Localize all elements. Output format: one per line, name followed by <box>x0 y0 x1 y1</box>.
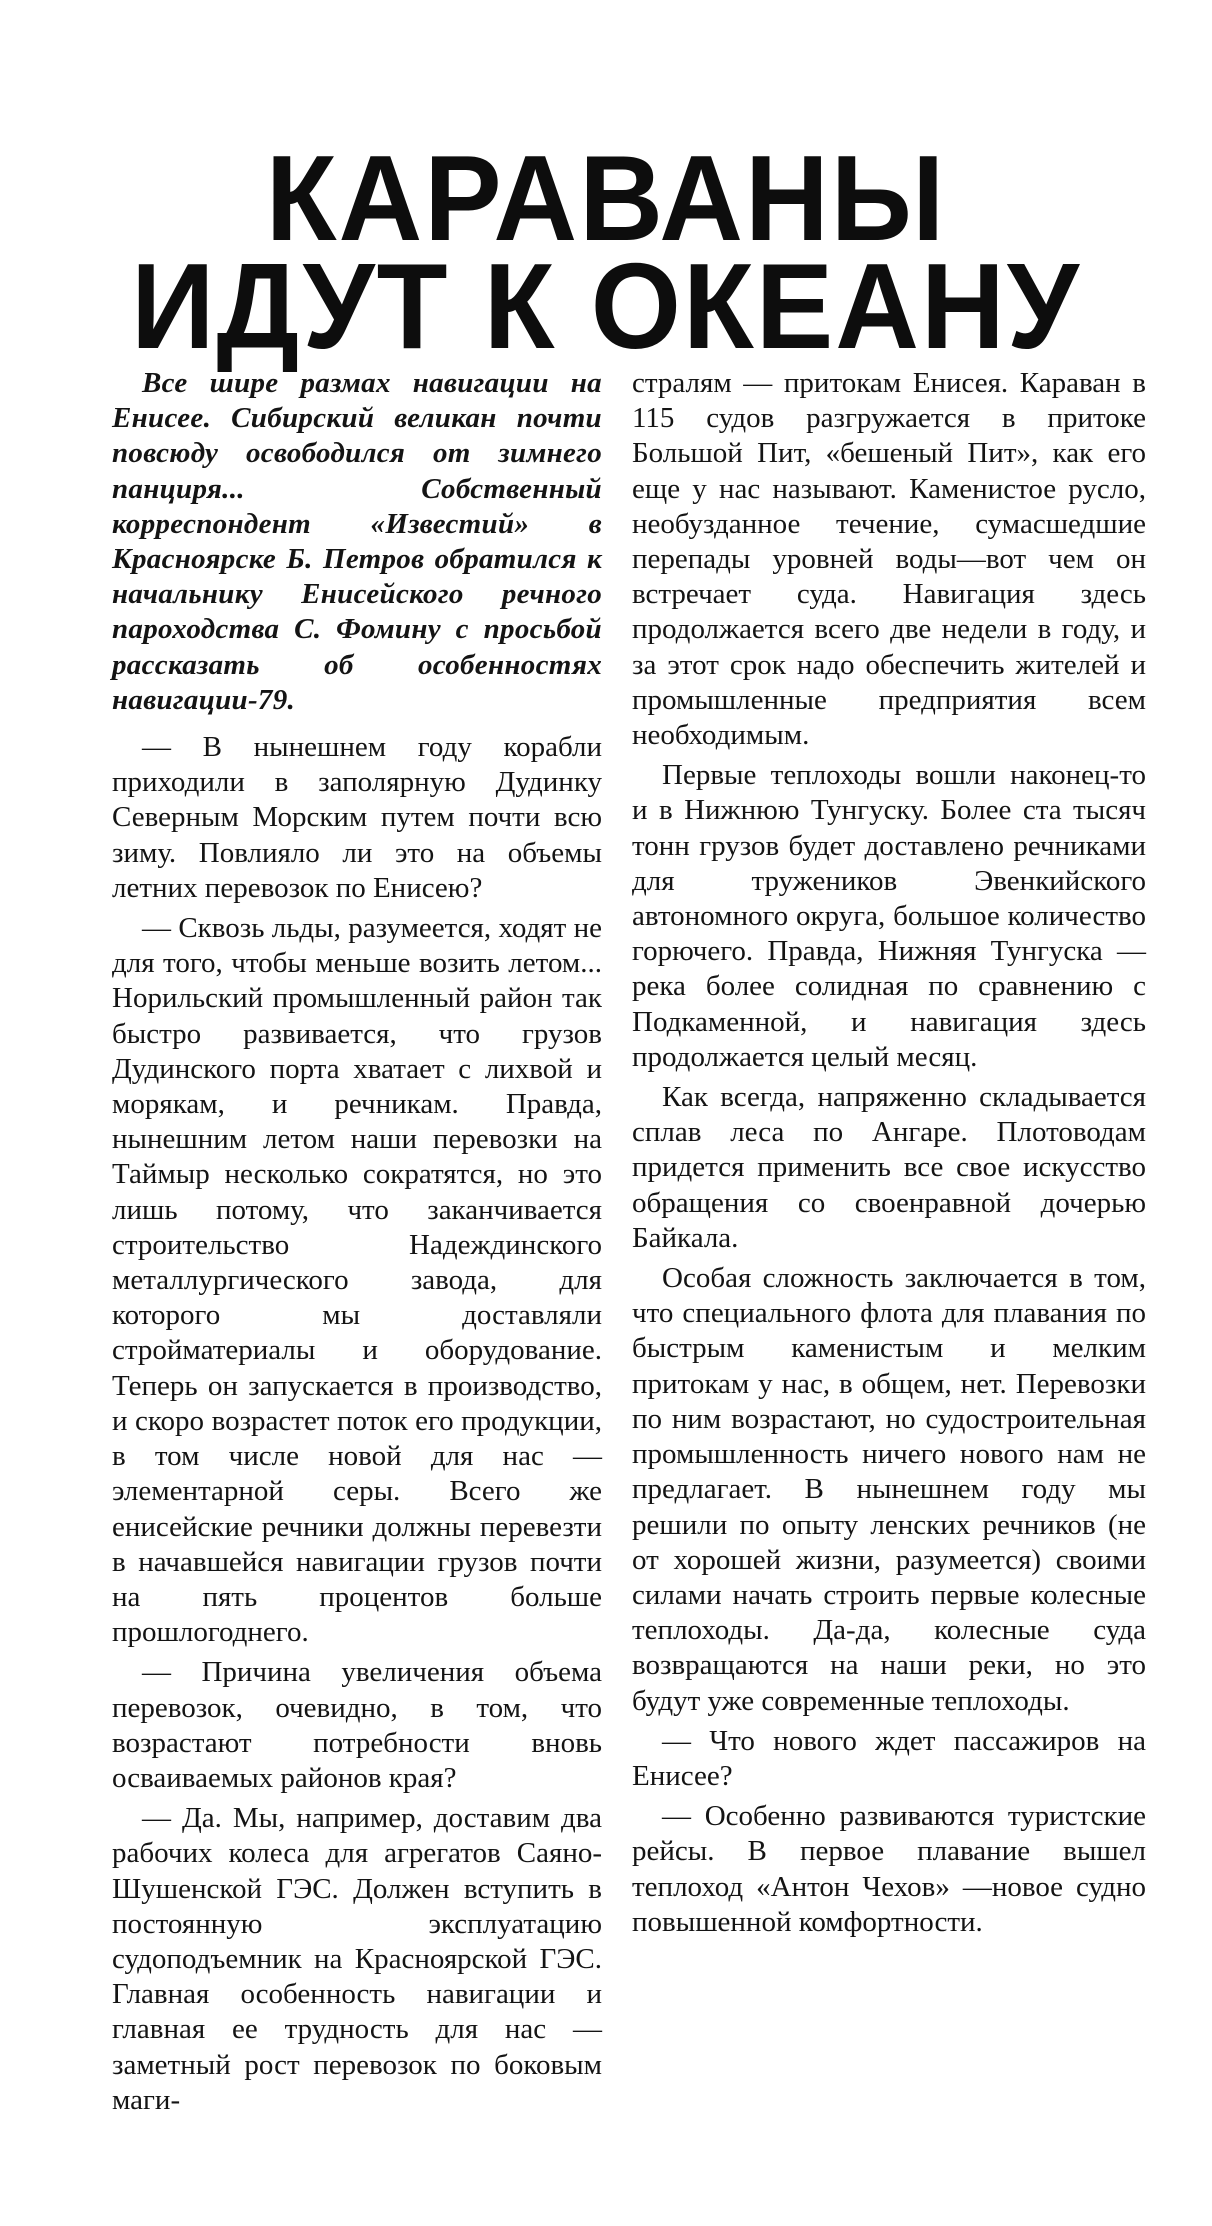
headline-line-1: КАРАВАНЫ <box>265 129 947 267</box>
headline-line-2: ИДУТ К ОКЕАНУ <box>131 237 1081 375</box>
interview-answer: — Сквозь льды, разумеется, ходят не для того, чтобы меньше возить летом... Норильский промышленный район так быстро развивается, что грузов Дудинского порта хватает с лихвой и морякам, и речникам. Правда, нынешним летом наши перевозки на Таймыр несколько сократятся, но это лишь потому, что заканчивается строительство Надеждинского металлургического завода, для которого мы доставляли стройматериалы и оборудование. Теперь он запускается в производство, и скоро возрастет поток его продукции, в том числе новой для нас — элементарной серы. Всего же енисейские речники должны перевезти в начавшейся навигации грузов почти на пять процентов больше прошлогоднего. <box>112 912 602 1649</box>
article-paragraph: Как всегда, напряженно складывается сплав леса по Ангаре. Плотоводам придется применить все свое искусство обращения со своенравной дочерью Байкала. <box>632 1081 1146 1254</box>
article-paragraph: Первые теплоходы вошли наконец-то и в Нижнюю Тунгуску. Более ста тысяч тонн грузов будет доставлено речниками для тружеников Эвенкийского автономного округа, большое количество горючего. Правда, Нижняя Тунгуска — река более солидная по сравнению с Подкаменной, и навигация здесь продолжается целый месяц. <box>632 759 1146 1073</box>
interview-answer: — Особенно развиваются туристские рейсы. В первое плавание вышел теплоход «Антон Чехов» —новое судно повышенной комфортности. <box>632 1800 1146 1938</box>
interview-question: — Что нового ждет пассажиров на Енисее? <box>632 1724 1146 1792</box>
article-column-left <box>112 366 602 2123</box>
article-paragraph: Особая сложность заключается в том, что специального флота для плавания по быстрым каменистым и мелким притокам у нас, в общем, нет. Перевозки по ним возрастают, но судостроительная промышленность ничего нового нам не предлагает. В нынешнем году мы решили по опыту ленских речников (не от хорошей жизни, разумеется) своими силами начать строить первые колесные теплоходы. Да-да, колесные суда возвращаются на наши реки, но это будут уже современные теплоходы. <box>632 1262 1146 1717</box>
interview-question: — В нынешнем году корабли приходили в заполярную Дудинку Северным Морским путем почти всю зиму. Повлияло ли это на объемы летних перевозок по Енисею? <box>112 731 602 904</box>
article-paragraph: стралям — притокам Енисея. Караван в 115 судов разгружается в притоке Большой Пит, «бешеный Пит», как его еще у нас называют. Каменистое русло, необузданное течение, сумасшедшие перепады уровней воды—вот чем он встречает суда. Навигация здесь продолжается всего две недели в году, и за этот срок надо обеспечить жителей и промышленные предприятия всем необходимым. <box>632 367 1146 752</box>
article-column-right <box>632 366 1146 1945</box>
interview-answer: — Да. Мы, например, доставим два рабочих колеса для агрегатов Саяно-Шушенской ГЭС. Должен вступить в постоянную эксплуатацию судоподъемник на Красноярской ГЭС. Главная особенность навигации и главная ее трудность для нас — заметный рост перевозок по боковым маги- <box>112 1802 602 2116</box>
interview-question: — Причина увеличения объема перевозок, очевидно, в том, что возрастают потребности вновь осваиваемых районов края? <box>112 1656 602 1794</box>
article-lead: Все шире размах навигации на Енисее. Сибирский великан почти повсюду освободился от зимнего панциря... Собственный корреспондент «Известий» в Красноярске Б. Петров обратился к начальнику Енисейского речного пароходства С. Фомину с просьбой рассказать об особенностях навигации-79. <box>112 367 602 716</box>
